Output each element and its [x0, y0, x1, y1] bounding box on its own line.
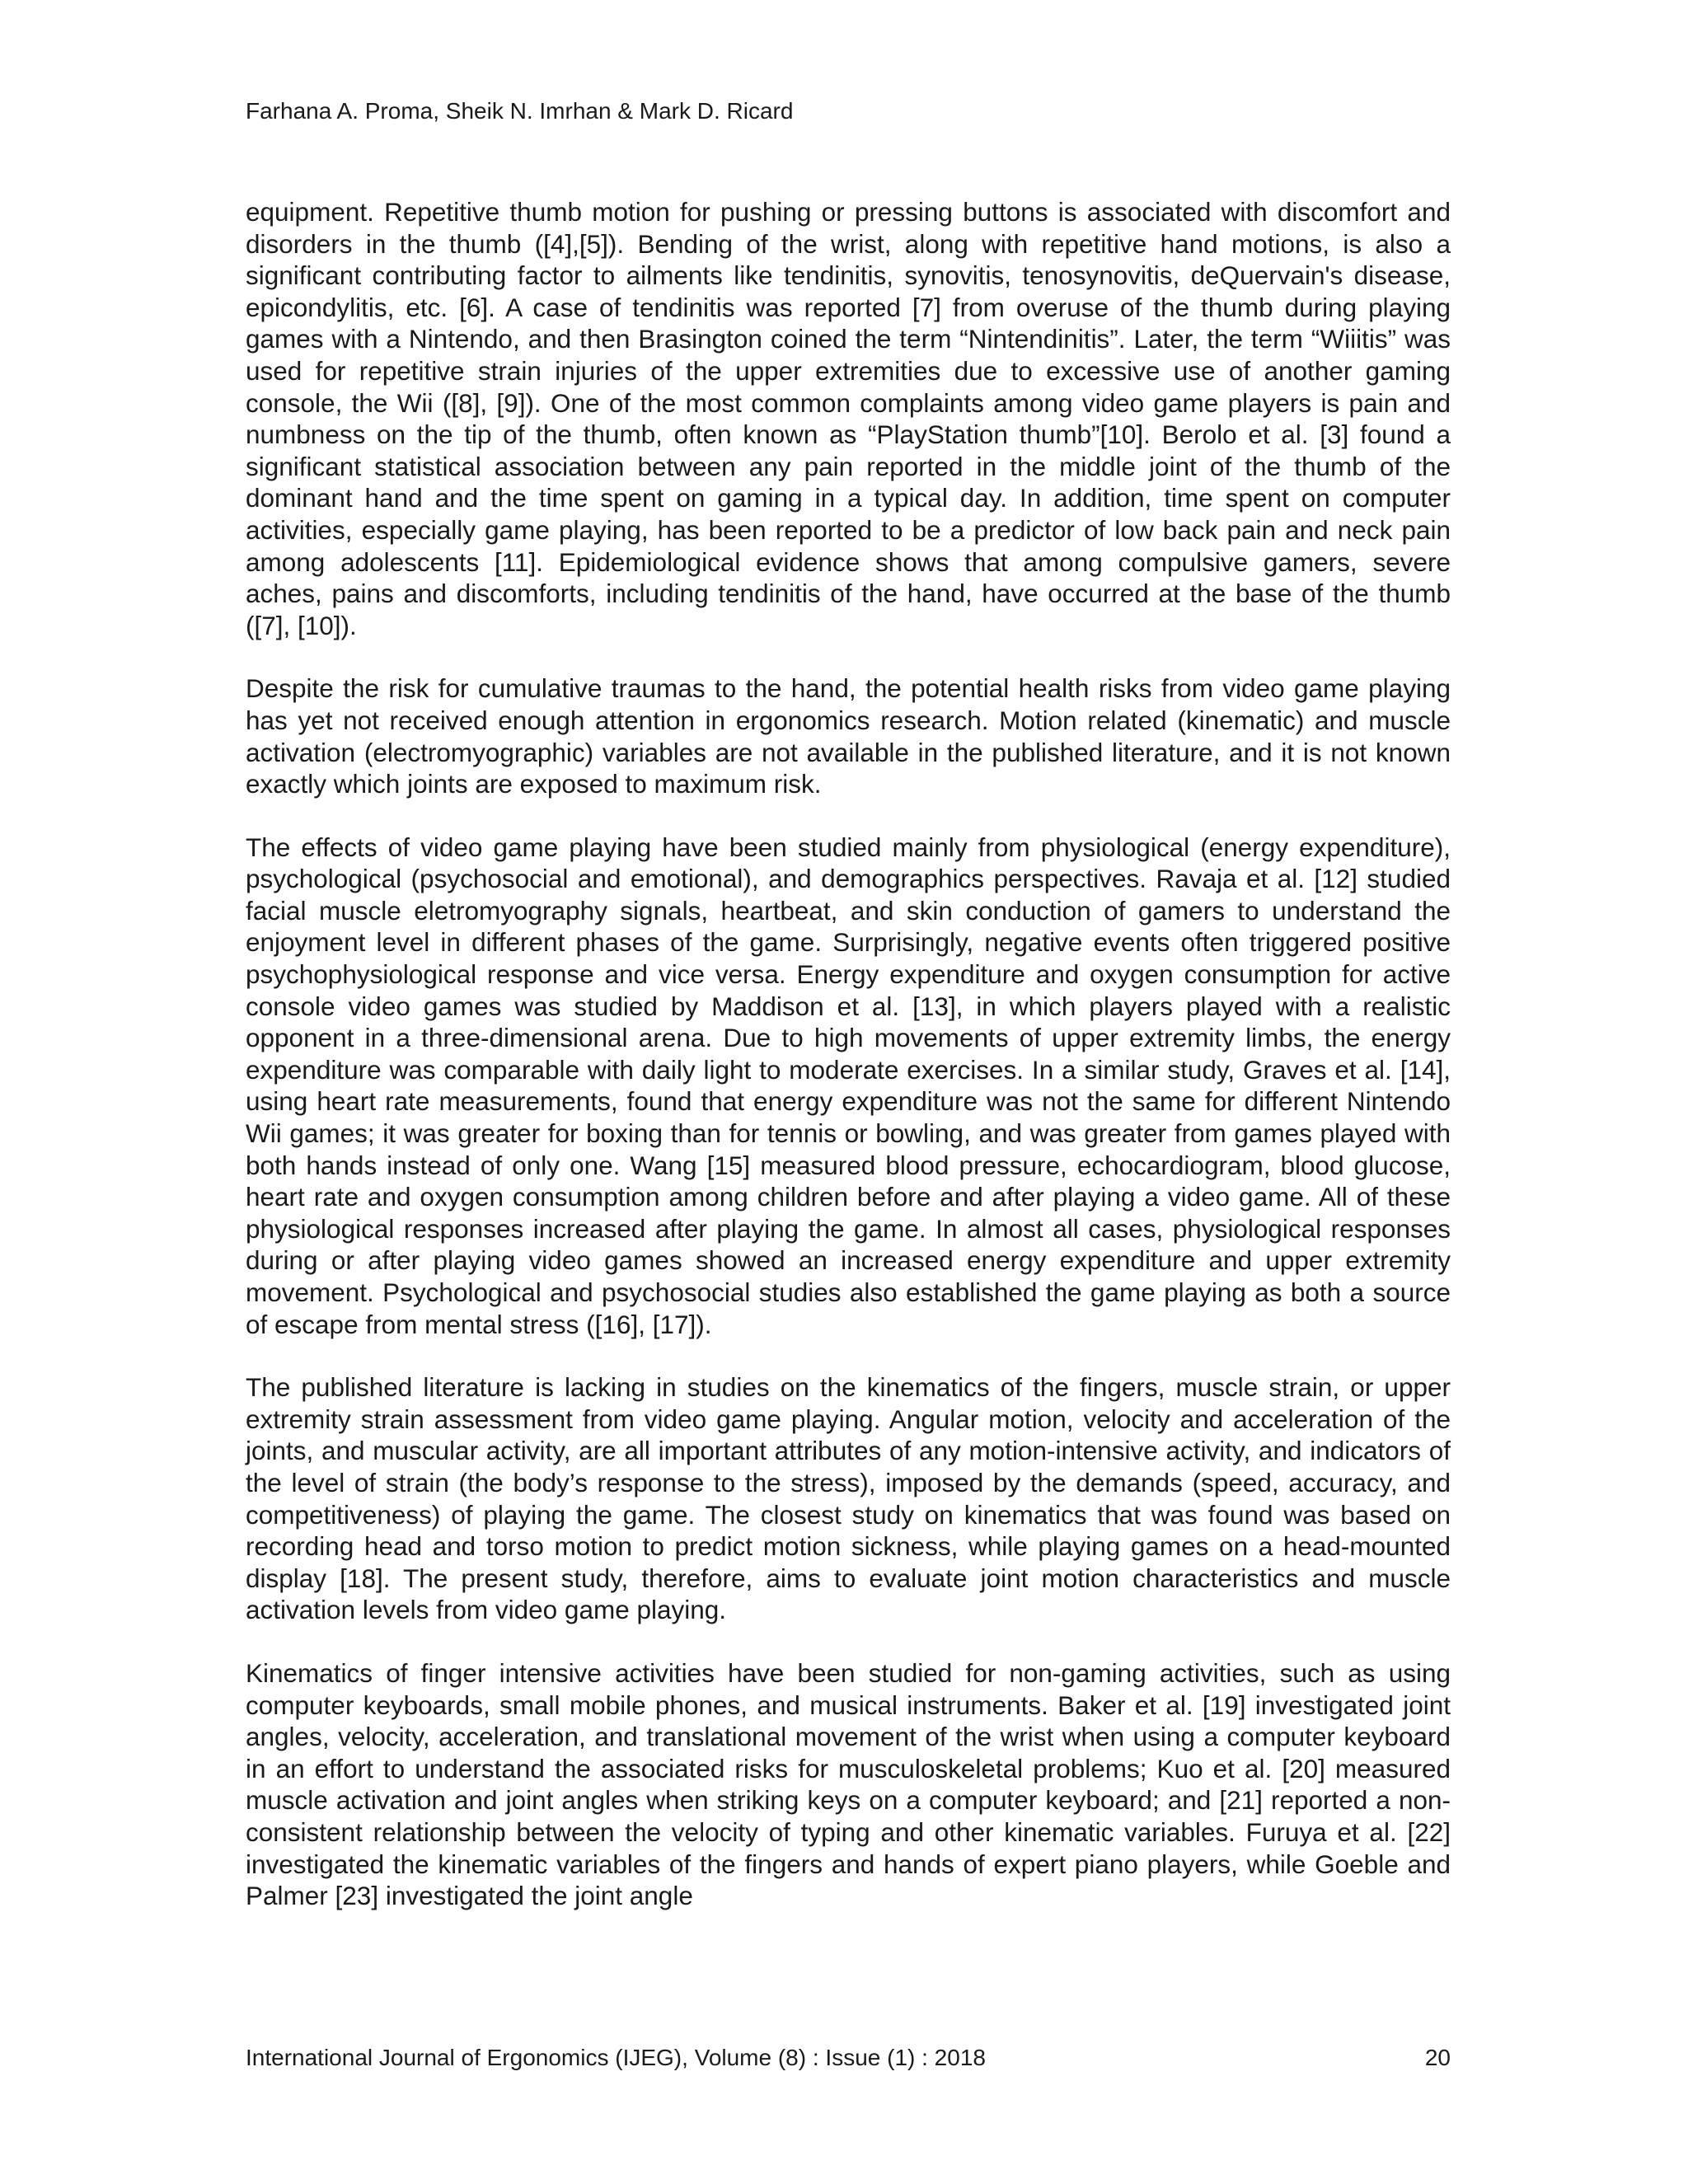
- paragraph-kinematics-gap: The published literature is lacking in studies on the kinematics of the fingers, muscle strain, or upper extremity strain assessment from video game playing. Angular motion, velocity and acceleration of the joints, and muscular activity, are all important attributes of any motion-intensive activity, and indicators of the level of strain (the body’s response to the stress), imposed by the demands (speed, accuracy, and competitiveness) of playing the game. The closest study on kinematics that was found was based on recording head and torso motion to predict motion sickness, while playing games on a head-mounted display [18]. The present study, therefore, aims to evaluate joint motion characteristics and muscle activation levels from video game playing.: [246, 1372, 1451, 1625]
- paragraph-thumb-injuries: equipment. Repetitive thumb motion for pushing or pressing buttons is associated with discomfort and disorders in the thumb ([4],[5]). Bending of the wrist, along with repetitive hand motions, is also a significant contributing factor to ailments like tendinitis, synovitis, tenosynovitis, deQuervain's disease, epicondylitis, etc. [6]. A case of tendinitis was reported [7] from overuse of the thumb during playing games with a Nintendo, and then Brasington coined the term “Nintendinitis”. Later, the term “Wiiitis” was used for repetitive strain injuries of the upper extremities due to excessive use of another gaming console, the Wii ([8], [9]). One of the most common complaints among video game players is pain and numbness on the tip of the thumb, often known as “PlayStation thumb”[10]. Berolo et al. [3] found a significant statistical association between any pain reported in the middle joint of the thumb of the dominant hand and the time spent on gaming in a typical day. In addition, time spent on computer activities, especially game playing, has been reported to be a predictor of low back pain and neck pain among adolescents [11]. Epidemiological evidence shows that among compulsive gamers, severe aches, pains and discomforts, including tendinitis of the hand, have occurred at the base of the thumb ([7], [10]).: [246, 197, 1451, 640]
- article-body: [246, 196, 1451, 1912]
- paragraph-non-gaming-kinematics: Kinematics of finger intensive activities have been studied for non-gaming activities, such as using computer keyboards, small mobile phones, and musical instruments. Baker et al. [19] investigated joint angles, velocity, acceleration, and translational movement of the wrist when using a computer keyboard in an effort to understand the associated risks for musculoskeletal problems; Kuo et al. [20] measured muscle activation and joint angles when striking keys on a computer keyboard; and [21] reported a non-consistent relationship between the velocity of typing and other kinematic variables. Furuya et al. [22] investigated the kinematic variables of the fingers and hands of expert piano players, while Goeble and Palmer [23] investigated the joint angle: [246, 1657, 1451, 1911]
- paragraph-research-gap: Despite the risk for cumulative traumas to the hand, the potential health risks from video game playing has yet not received enough attention in ergonomics research. Motion related (kinematic) and muscle activation (electromyographic) variables are not available in the published literature, and it is not known exactly which joints are exposed to maximum risk.: [246, 673, 1451, 799]
- footer-journal-citation: International Journal of Ergonomics (IJEG), Volume (8) : Issue (1) : 2018: [246, 2045, 986, 2070]
- running-footer: [246, 2044, 1451, 2072]
- running-header-authors: Farhana A. Proma, Sheik N. Imrhan & Mark D. Ricard: [246, 98, 794, 124]
- paragraph-physiological-effects: The effects of video game playing have been studied mainly from physiological (energy expenditure), psychological (psychosocial and emotional), and demographics perspectives. Ravaja et al. [12] studied facial muscle eletromyography signals, heartbeat, and skin conduction of gamers to understand the enjoyment level in different phases of the game. Surprisingly, negative events often triggered positive psychophysiological response and vice versa. Energy expenditure and oxygen consumption for active console video games was studied by Maddison et al. [13], in which players played with a realistic opponent in a three-dimensional arena. Due to high movements of upper extremity limbs, the energy expenditure was comparable with daily light to moderate exercises. In a similar study, Graves et al. [14], using heart rate measurements, found that energy expenditure was not the same for different Nintendo Wii games; it was greater for boxing than for tennis or bowling, and was greater from games played with both hands instead of only one. Wang [15] measured blood pressure, echocardiogram, blood glucose, heart rate and oxygen consumption among children before and after playing a video game. All of these physiological responses increased after playing the game. In almost all cases, physiological responses during or after playing video games showed an increased energy expenditure and upper extremity movement. Psychological and psychosocial studies also established the game playing as both a source of escape from mental stress ([16], [17]).: [246, 832, 1451, 1339]
- page-number: 20: [1424, 2045, 1451, 2070]
